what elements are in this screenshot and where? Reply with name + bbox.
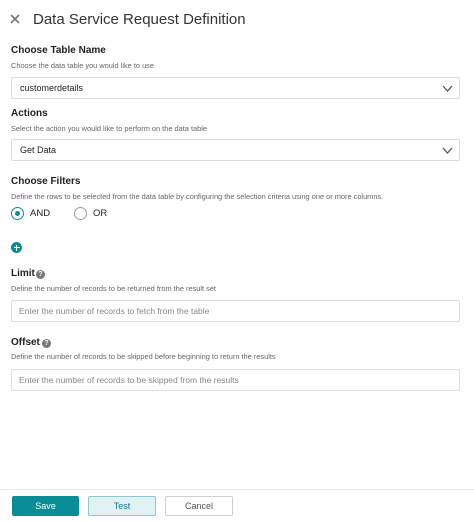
table-name-label: Choose Table Name [11, 45, 106, 56]
radio-and-circle [11, 207, 24, 220]
chevron-down-icon [442, 84, 453, 93]
table-name-description: Choose the data table you would like to use [11, 61, 154, 70]
dialog-footer [0, 489, 474, 521]
save-button[interactable]: Save [12, 496, 79, 516]
dialog-header [0, 0, 474, 40]
limit-input[interactable] [11, 300, 460, 322]
actions-label: Actions [11, 108, 48, 119]
table-name-select[interactable] [11, 77, 460, 99]
close-icon [9, 12, 21, 26]
actions-description: Select the action you would like to perform on the data table [11, 124, 207, 133]
question-icon[interactable]: ? [42, 339, 51, 348]
chevron-down-icon [442, 146, 453, 155]
cancel-button[interactable]: Cancel [165, 496, 233, 516]
offset-label: Offset [11, 337, 40, 348]
table-name-selected-value: customerdetails [20, 83, 84, 93]
offset-description: Define the number of records to be skipped before beginning to return the results [11, 352, 276, 361]
test-button[interactable]: Test [88, 496, 156, 516]
limit-label: Limit [11, 268, 35, 279]
add-filter-button[interactable] [11, 242, 22, 253]
limit-description: Define the number of records to be returned from the result set [11, 284, 216, 293]
radio-or-label: OR [93, 208, 108, 219]
radio-and-label: AND [30, 208, 51, 219]
filters-label: Choose Filters [11, 176, 81, 187]
dialog-title: Data Service Request Definition [33, 11, 246, 28]
actions-select[interactable] [11, 139, 460, 161]
offset-input[interactable] [11, 369, 460, 391]
question-icon[interactable]: ? [36, 270, 45, 279]
close-button[interactable] [9, 12, 21, 26]
filters-description: Define the rows to be selected from the data table by configuring the selection criteria using one or more columns. [11, 192, 384, 201]
actions-selected-value: Get Data [20, 145, 57, 155]
radio-or-circle [74, 207, 87, 220]
